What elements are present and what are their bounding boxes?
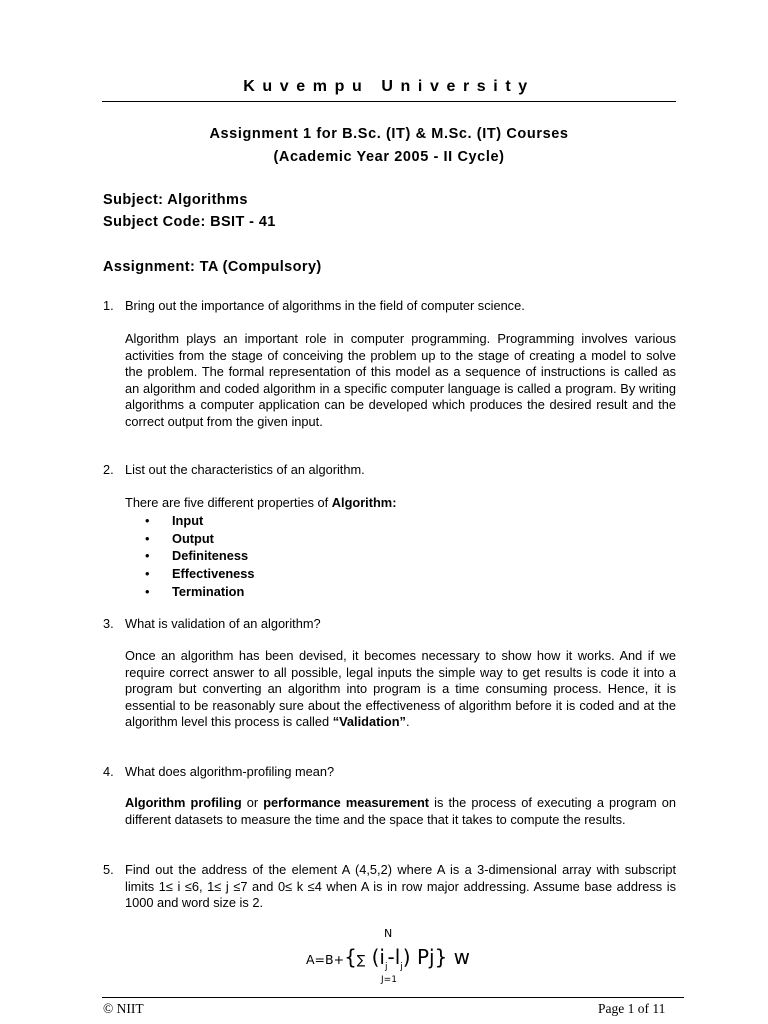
formula-sigma: ∑ [356, 952, 366, 967]
formula-p: Pj [410, 945, 435, 969]
formula-brace-close: } [434, 945, 448, 969]
formula-lower-limit: J=1 [381, 975, 397, 985]
answer-1-text: Algorithm plays an important role in computer programming. Programming involves various activities from the stage of conceiving the problem up to the stage of creating a model to solve the problem. The formal representation of this model as a sequence of instructions is called as an algorithm and coded algorithm in a specific computer language is called a program. By writing algorithms a computer application can be developed which produces the desired result and the correct output from the given input. [125, 331, 676, 429]
footer-rule [102, 997, 684, 998]
list-item: • Input [145, 512, 255, 530]
answer-4-body: is the process of executing a program on different datasets to measure the time and the space that it takes to compute the results. [125, 795, 676, 827]
formula-l-subscript: j [400, 962, 403, 972]
page-number: Page 1 of 11 [598, 1001, 666, 1016]
question-4-text: What does algorithm-profiling mean? [125, 764, 335, 779]
formula-upper-limit: N [384, 927, 393, 940]
header-rule [102, 101, 676, 102]
formula-w: w [447, 945, 471, 969]
answer-3-body: Once an algorithm has been devised, it becomes necessary to show how it works. And if we require correct answer to all possible, legal inputs the simple way to get results is code it into a program but converting an algorithm into program is a time consuming process. Hence, it is essential to be reasonably sure about the effectiveness of algorithm before it is coded and at the algorithm level this process is called [125, 648, 676, 730]
question-number: 5. [103, 862, 114, 877]
answer-3-bold: “Validation” [332, 714, 406, 730]
formula-i: i [379, 945, 385, 969]
assignment-type: Assignment: TA (Compulsory) [103, 259, 322, 275]
answer-2-intro-bold: Algorithm: [331, 495, 397, 510]
list-item: • Definiteness [145, 547, 255, 565]
list-item: • Output [145, 530, 255, 548]
formula-paren-open: ( [371, 945, 380, 969]
subject-line: Subject: Algorithms [103, 192, 248, 208]
assignment-title: Assignment 1 for B.Sc. (IT) & M.Sc. (IT) Courses [209, 126, 569, 142]
answer-4-mid: or [241, 795, 264, 810]
formula-brace-open: { [344, 945, 357, 969]
formula-lhs: A=B+ [306, 952, 345, 967]
answer-4-bold-2: performance measurement [263, 795, 430, 810]
list-item: • Termination [145, 583, 255, 601]
question-3-text: What is validation of an algorithm? [125, 616, 321, 631]
academic-year: (Academic Year 2005 - II Cycle) [273, 149, 505, 165]
formula-dash: - [387, 945, 395, 969]
address-formula [306, 945, 470, 972]
question-number: 2. [103, 462, 114, 477]
formula-l: l [394, 945, 401, 969]
question-number: 4. [103, 764, 114, 779]
answer-3-end: . [405, 714, 410, 730]
list-item: • Effectiveness [145, 565, 255, 583]
properties-list [145, 512, 255, 601]
question-number: 3. [103, 616, 114, 631]
copyright: © NIIT [103, 1001, 144, 1016]
answer-2-intro [125, 495, 396, 510]
question-2-text: List out the characteristics of an algorithm. [125, 462, 365, 477]
question-1-text: Bring out the importance of algorithms in the field of computer science. [125, 298, 525, 313]
formula-i-subscript: j [384, 962, 388, 972]
answer-3-text [125, 648, 676, 731]
subject-code-line: Subject Code: BSIT - 41 [103, 214, 276, 230]
answer-2-intro-text: There are five different properties of [125, 495, 332, 510]
university-name: Kuvempu University [243, 78, 535, 95]
formula-paren-close: ) [402, 945, 411, 969]
question-5-text: Find out the address of the element A (4,5,2) where A is a 3-dimensional array with subscript limits 1≤ i ≤6, 1≤ j ≤7 and 0≤ k ≤4 when A is in row major addressing. Assume base address is 1000 and word size is 2. [125, 862, 676, 911]
answer-4-text [125, 795, 676, 828]
question-number: 1. [103, 298, 114, 313]
answer-4-bold-1: Algorithm profiling [125, 795, 242, 810]
